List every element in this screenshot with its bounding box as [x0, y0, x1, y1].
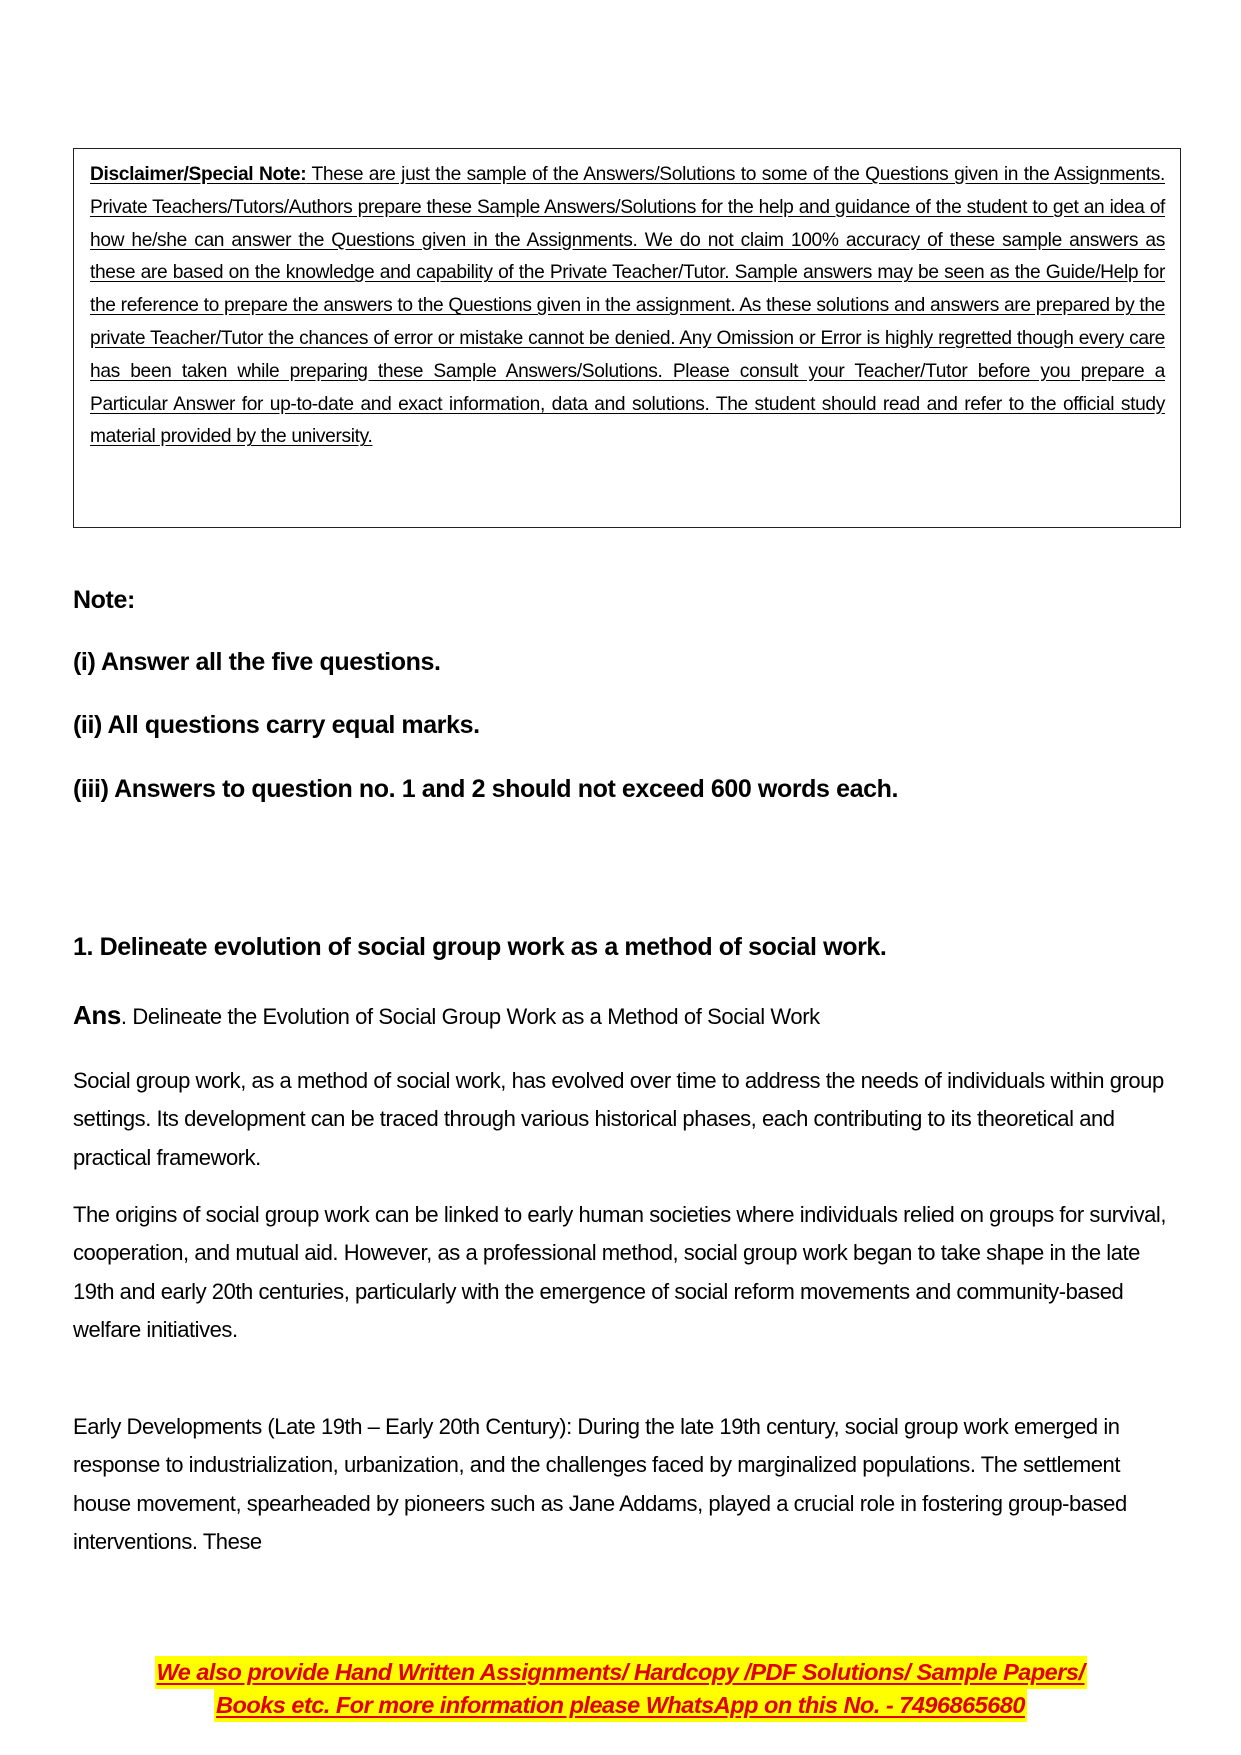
promo-line-1: We also provide Hand Written Assignments/ Hardcopy /PDF Solutions/ Sample Papers/ — [155, 1656, 1087, 1689]
disclaimer-paragraph — [90, 159, 1165, 454]
notes-heading: Note: — [73, 586, 135, 614]
promo-line-2: Books etc. For more information please WhatsApp on this No. - 7496865680 — [214, 1689, 1027, 1722]
note-item: (iii) Answers to question no. 1 and 2 should not exceed 600 words each. — [73, 775, 899, 803]
answer-heading — [73, 1000, 820, 1032]
answer-paragraph: Early Developments (Late 19th – Early 20th Century): During the late 19th century, social group work emerged in response to industrialization, urbanization, and the challenges faced by marginalized populations. The settlement house movement, spearheaded by pioneers such as Jane Addams, played a crucial role in fostering group-based interventions. These — [73, 1414, 1127, 1554]
note-item: (ii) All questions carry equal marks. — [73, 711, 480, 739]
promo-footer — [0, 1656, 1241, 1722]
disclaimer-body: These are just the sample of the Answers/Solutions to some of the Questions given in the Assignments. Private Teachers/Tutors/Authors prepare these Sample Answers/Solutions for the help and guidance of the student to get an idea of how he/she can answer the Questions given in the Assignments. We do not claim 100% accuracy of these sample answers as these are based on the knowledge and capability of the Private Teacher/Tutor. Sample answers may be seen as the Guide/Help for the reference to prepare the answers to the Questions given in the assignment. As these solutions and answers are prepared by the private Teacher/Tutor the chances of error or mistake cannot be denied. Any Omission or Error is highly regretted though every care has been taken while preparing these Sample Answers/Solutions. Please consult your Teacher/Tutor before you prepare a Particular Answer for up-to-date and exact information, data and solutions. The student should read and refer to the official study material provided by the university. — [90, 164, 1165, 448]
answer-paragraph: Social group work, as a method of social work, has evolved over time to address the needs of individuals within group settings. Its development can be traced through various historical phases, each contributing to its theoretical and practical framework. — [73, 1068, 1164, 1170]
note-item: (i) Answer all the five questions. — [73, 648, 441, 676]
disclaimer-box — [73, 148, 1181, 528]
disclaimer-label: Disclaimer/Special Note: — [90, 164, 307, 185]
question-heading: 1. Delineate evolution of social group work as a method of social work. — [73, 933, 887, 961]
answer-title: . Delineate the Evolution of Social Group Work as a Method of Social Work — [120, 1004, 820, 1029]
answer-label: Ans — [73, 1000, 121, 1030]
answer-paragraph: The origins of social group work can be linked to early human societies where individuals relied on groups for survival, cooperation, and mutual aid. However, as a professional method, social group work began to take shape in the late 19th and early 20th centuries, particularly with the emergence of social reform movements and community-based welfare initiatives. — [73, 1202, 1167, 1342]
